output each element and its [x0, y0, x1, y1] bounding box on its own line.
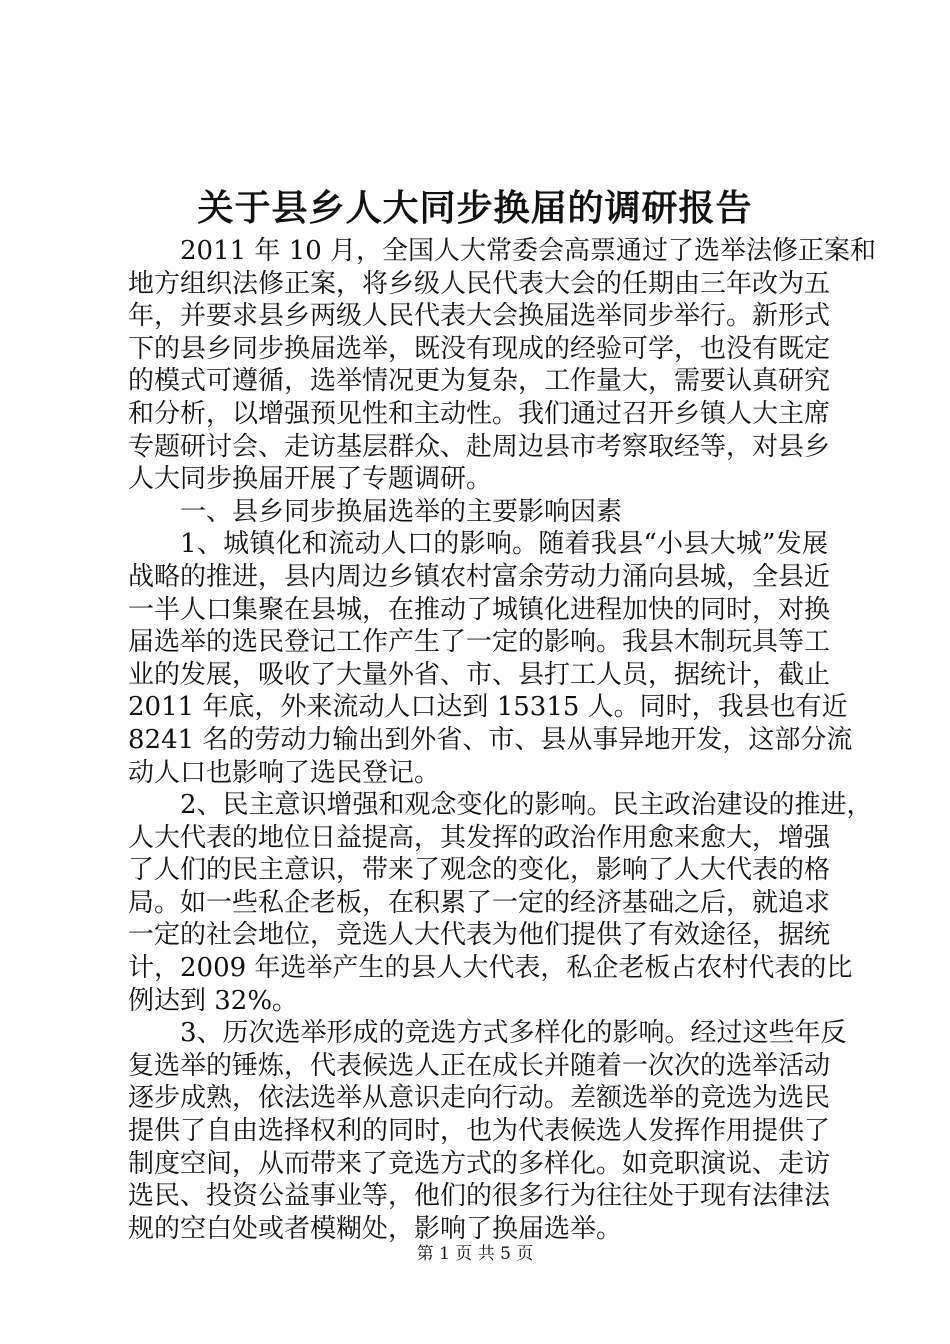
- text-line: 3、历次选举形成的竞选方式多样化的影响。经过这些年反: [180, 1018, 847, 1049]
- text-line: 制度空间，从而带来了竞选方式的多样化。如竞职演说、走访: [128, 1148, 831, 1179]
- text-line: 选民、投资公益事业等，他们的很多行为往往处于现有法律法: [128, 1181, 831, 1212]
- text-line: 提供了自由选择权利的同时，也为代表候选人发挥作用提供了: [128, 1116, 831, 1147]
- page-number: 第 1 页 共 5 页: [416, 1244, 534, 1264]
- text-line: 动人口也影响了选民登记。: [128, 757, 441, 788]
- text-line: 和分析，以增强预见性和主动性。我们通过召开乡镇人大主席: [128, 398, 831, 429]
- text-line: 例达到 32%。: [128, 985, 299, 1016]
- text-line: 逐步成熟，依法选举从意识走向行动。差额选举的竞选为选民: [128, 1083, 831, 1114]
- document-body: [128, 235, 877, 1245]
- text-line: 业的发展，吸收了大量外省、市、县打工人员，据统计，截止: [128, 659, 831, 690]
- text-line: 复选举的锤炼，代表候选人正在成长并随着一次次的选举活动: [128, 1050, 831, 1081]
- text-line: 一定的社会地位，竞选人大代表为他们提供了有效途径，据统: [128, 920, 831, 951]
- text-line: 一半人口集聚在县城，在推动了城镇化进程加快的同时，对换: [128, 594, 831, 625]
- section-heading: 一、县乡同步换届选举的主要影响因素: [180, 496, 623, 527]
- text-line: 2011 年底，外来流动人口达到 15315 人。同时，我县也有近: [128, 692, 848, 723]
- text-line: 8241 名的劳动力输出到外省、市、县从事异地开发，这部分流: [128, 724, 853, 755]
- text-line: 局。如一些私企老板，在积累了一定的经济基础之后，就追求: [128, 887, 831, 918]
- page-title: 关于县乡人大同步换届的调研报告: [197, 187, 753, 229]
- text-line: 专题研讨会、走访基层群众、赴周边县市考察取经等，对县乡: [128, 431, 831, 462]
- text-line: 人大代表的地位日益提高，其发挥的政治作用愈来愈大，增强: [128, 822, 831, 853]
- text-line: 下的县乡同步换届选举，既没有现成的经验可学，也没有既定: [128, 333, 831, 364]
- text-line: 地方组织法修正案，将乡级人民代表大会的任期由三年改为五: [128, 268, 831, 299]
- text-line: 计，2009 年选举产生的县人大代表，私企老板占农村代表的比: [128, 953, 853, 984]
- text-line: 2、民主意识增强和观念变化的影响。民主政治建设的推进，: [180, 790, 873, 821]
- text-line: 战略的推进，县内周边乡镇农村富余劳动力涌向县城，全县近: [128, 561, 831, 592]
- text-line: 规的空白处或者模糊处，影响了换届选举。: [128, 1213, 623, 1244]
- text-line: 1、城镇化和流动人口的影响。随着我县“小县大城”发展: [180, 529, 828, 560]
- text-line: 年，并要求县乡两级人民代表大会换届选举同步举行。新形式: [128, 301, 831, 332]
- text-line: 的模式可遵循，选举情况更为复杂，工作量大，需要认真研究: [128, 366, 831, 397]
- text-line: 2011 年 10 月，全国人大常委会高票通过了选举法修正案和: [180, 236, 877, 266]
- text-line: 人大同步换届开展了专题调研。: [128, 464, 493, 495]
- text-line: 届选举的选民登记工作产生了一定的影响。我县木制玩具等工: [128, 627, 831, 658]
- text-line: 了人们的民主意识，带来了观念的变化，影响了人大代表的格: [128, 855, 831, 886]
